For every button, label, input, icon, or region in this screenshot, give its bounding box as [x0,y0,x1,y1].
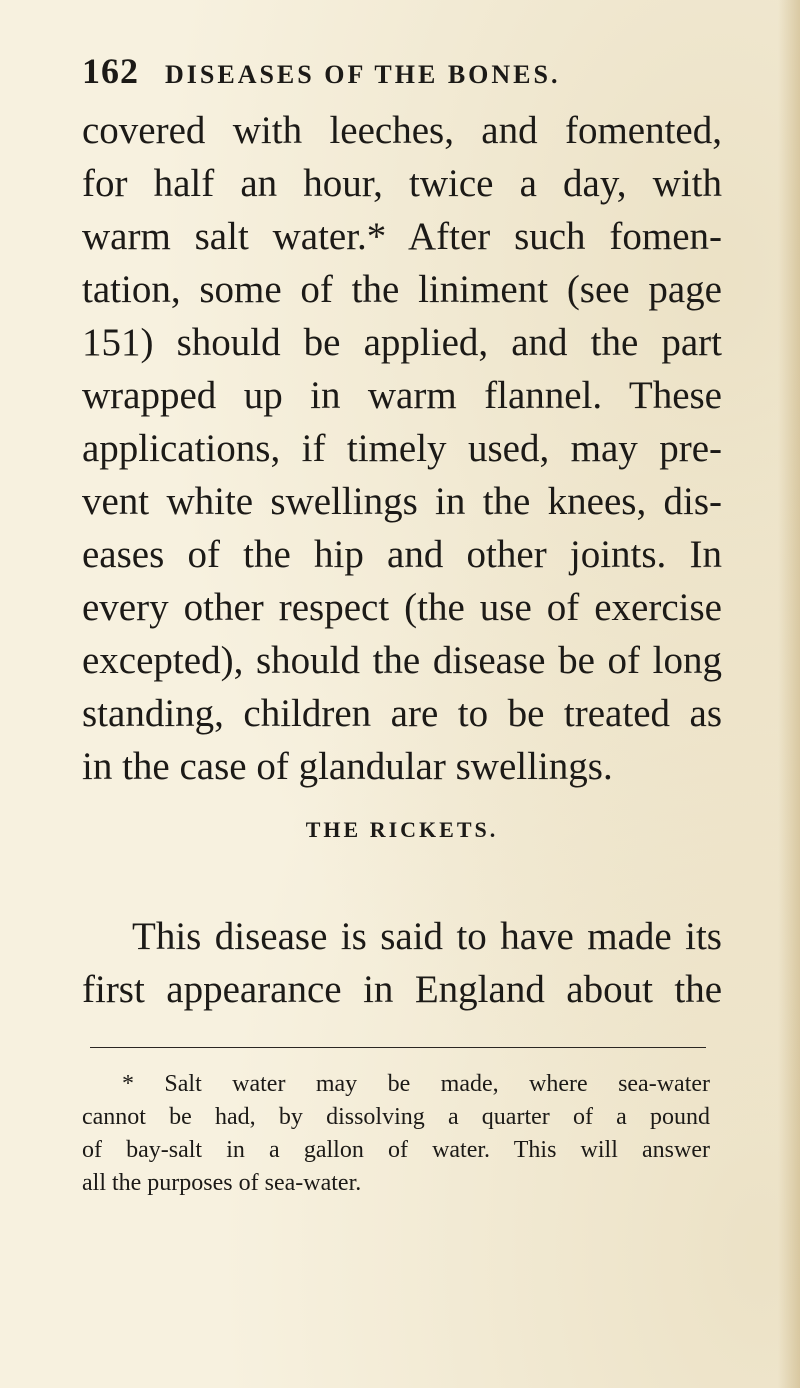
text-line: tation, some of the liniment (see page [82,268,722,311]
footnote [82,1068,710,1200]
text-line: in the case of glandular swellings. [82,745,613,788]
text-line: first appearance in England about the [82,968,722,1011]
main-paragraph [82,104,722,793]
text-line: standing, children are to be treated as [82,692,722,735]
text-line: wrapped up in warm flannel. These [82,374,722,417]
text-line: eases of the hip and other joints. In [82,533,722,576]
section-heading: THE RICKETS. [305,817,499,842]
text-line: warm salt water.* After such fomen- [82,215,722,258]
footnote-line: of bay-salt in a gallon of water. This will answer [82,1137,710,1163]
text-line: every other respect (the use of exercise [82,586,722,629]
page-edge-shadow [778,0,800,1388]
text-line: applications, if timely used, may pre- [82,427,722,470]
text-line: vent white swellings in the knees, dis- [82,480,722,523]
page-header [82,50,722,94]
text-line: excepted), should the disease be of long [82,639,722,682]
text-line: 151) should be applied, and the part [82,321,722,364]
footnote-line: * Salt water may be made, where sea-water [122,1071,710,1097]
footnote-line: cannot be had, by dissolving a quarter of a pound [82,1104,710,1130]
text-line: covered with leeches, and fomented, [82,109,722,152]
footnote-line: all the purposes of sea-water. [82,1170,362,1196]
page-number: 162 [82,51,139,91]
text-line: for half an hour, twice a day, with [82,162,722,205]
footnote-divider [90,1047,706,1048]
section-paragraph [82,910,722,1016]
text-line: This disease is said to have made its [132,915,722,958]
running-head: DISEASES OF THE BONES. [165,60,561,89]
